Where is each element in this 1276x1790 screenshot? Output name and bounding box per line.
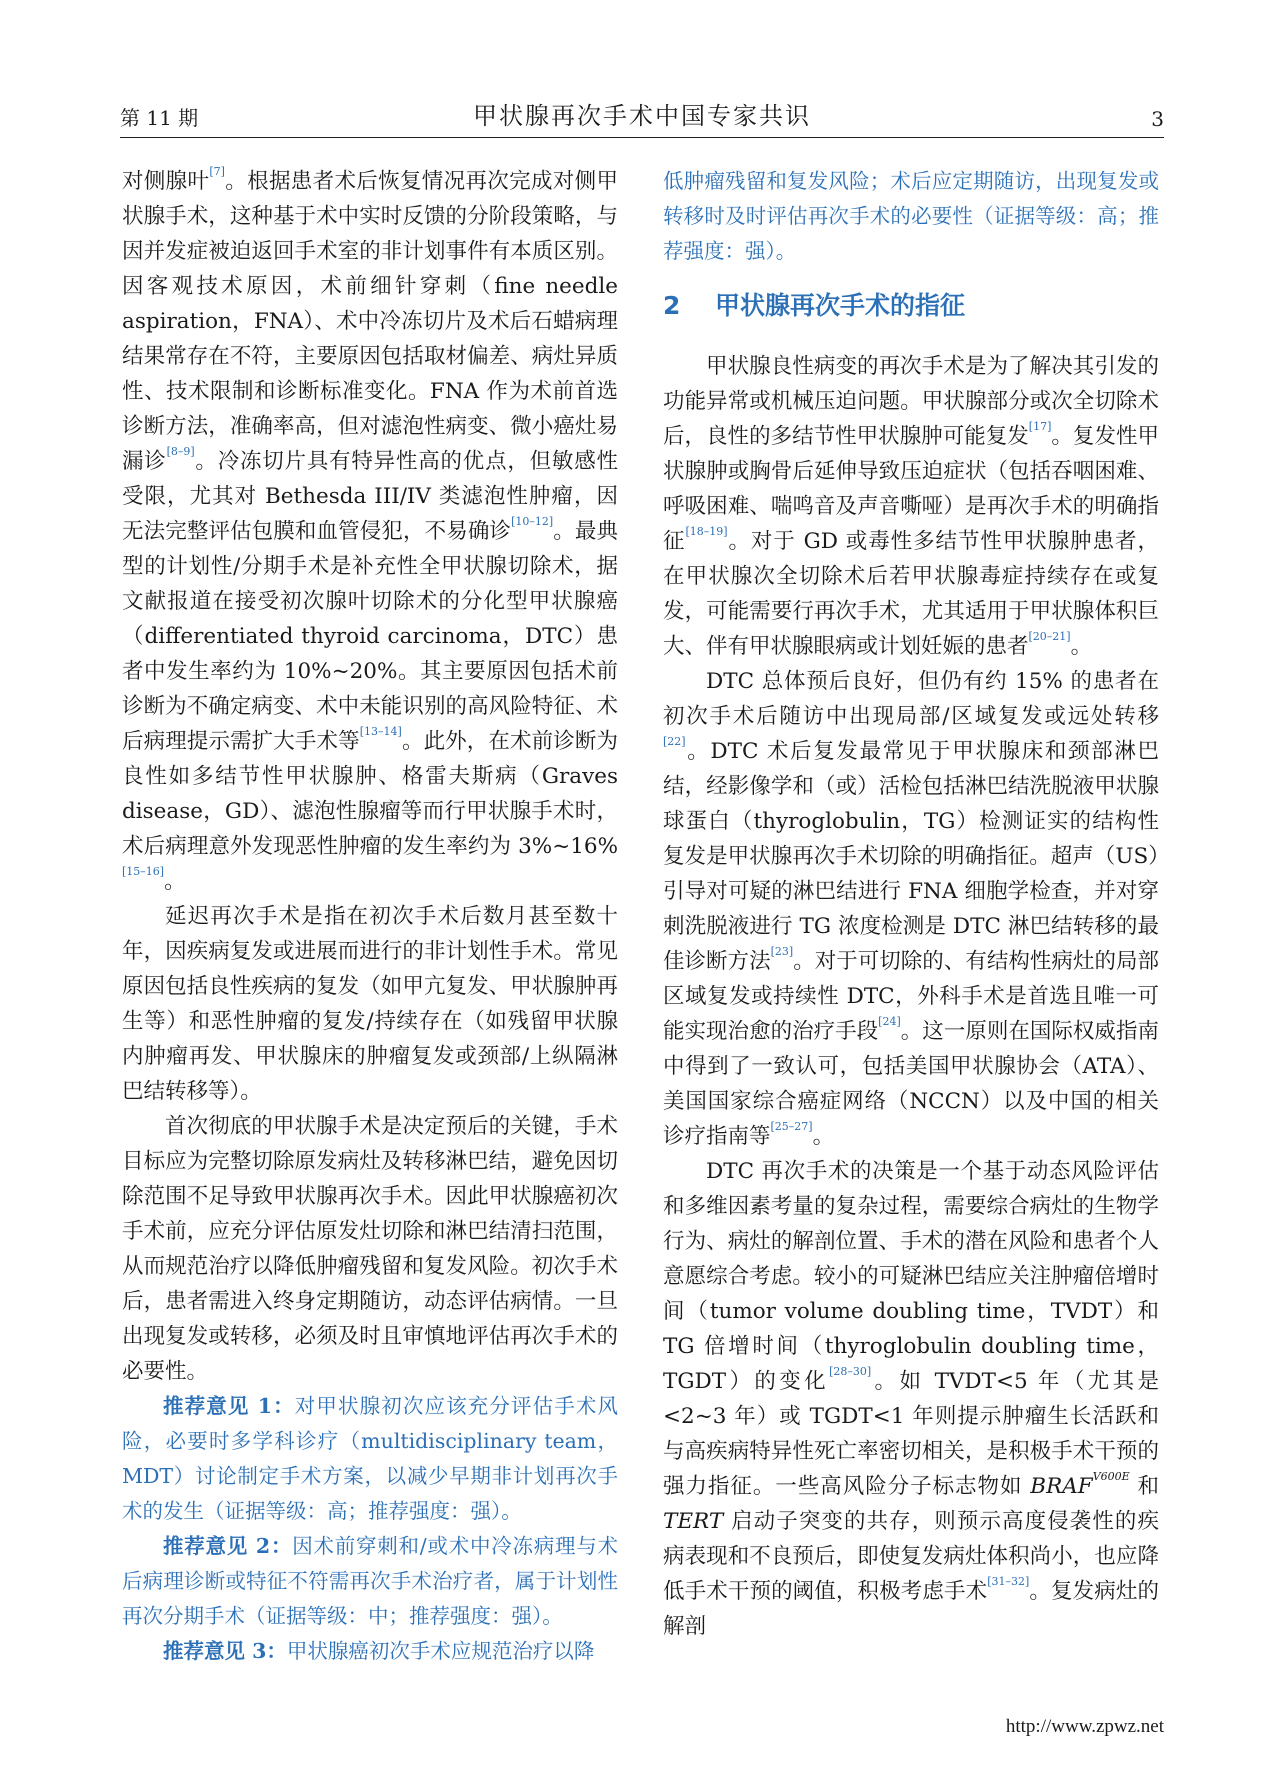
citation[interactable]: [7] xyxy=(209,165,225,178)
citation[interactable]: [23] xyxy=(770,945,794,958)
journal-running-title: 甲状腺再次手术中国专家共识 xyxy=(473,102,811,130)
recommendation-3-continued: 低肿瘤残留和复发风险；术后应定期随访，出现复发或转移时及时评估再次手术的必要性（证据等级：高；推荐强度：强）。 xyxy=(663,169,1159,263)
citation[interactable]: [24] xyxy=(878,1015,901,1028)
footer-url[interactable]: http://www.zpwz.net xyxy=(1005,1716,1164,1737)
paragraph-dtc-recurrence: DTC 总体预后良好，但仍有约 15% 的患者在初次手术后随访中出现局部/区域复发或远处转移[22]。DTC 术后复发最常见于甲状腺床和颈部淋巴结，经影像学和（或）活检包括淋巴结洗脱液甲状腺球蛋白（thyroglobulin，TG）检测证实的结构性复发是甲状腺再次手术切除的明确指征。超声（US）引导对可疑的淋巴结进行 FNA 细胞学检查，并对穿刺洗脱液进行 TG 浓度检测是 DTC 淋巴结转移的最佳诊断方法[23]。对于可切除的、有结构性病灶的局部区域复发或持续性 DTC，外科手术是首选且唯一可能实现治愈的治疗手段[24]。这一原则在国际权威指南中得到了一致认可，包括美国甲状腺协会（ATA）、美国国家综合癌症网络（NCCN）以及中国的相关诊疗指南等[25–27]。 xyxy=(663,669,1159,1149)
section-number: 2 xyxy=(663,291,681,320)
citation[interactable]: [18–19] xyxy=(685,525,728,538)
citation[interactable]: [31–32] xyxy=(987,1575,1030,1588)
gene-variant: V600E xyxy=(1092,1470,1130,1483)
paragraph-staged-surgery: 对侧腺叶[7]。根据患者术后恢复情况再次完成对侧甲状腺手术，这种基于术中实时反馈的分阶段策略，与因并发症被迫返回手术室的非计划事件有本质区别。因客观技术原因，术前细针穿刺（fine needle aspiration，FNA）、术中冷冻切片及术后石蜡病理结果常存在不符，主要原因包括取材偏差、病灶异质性、技术限制和诊断标准变化。FNA 作为术前首选诊断方法，准确率高，但对滤泡性病变、微小癌灶易漏诊[8–9]。冷冻切片具有特异性高的优点，但敏感性受限，尤其对 Bethesda III/IV 类滤泡性肿瘤，因无法完整评估包膜和血管侵犯，不易确诊[10–12]。最典型的计划性/分期手术是补充性全甲状腺切除术，据文献报道在接受初次腺叶切除术的分化型甲状腺癌（differentiated thyroid carcinoma，DTC）患者中发生率约为 10%~20%。其主要原因包括术前诊断为不确定病变、术中未能识别的高风险特征、术后病理提示需扩大手术等[13–14]。此外，在术前诊断为良性如多结节性甲状腺肿、格雷夫斯病（Graves disease，GD）、滤泡性腺瘤等而行甲状腺手术时，术后病理意外发现恶性肿瘤的发生率约为 3%~16%[15–16]。 xyxy=(122,165,618,894)
citation[interactable]: [28–30] xyxy=(829,1365,872,1378)
recommendation-3: 推荐意见 3：甲状腺癌初次手术应规范治疗以降 xyxy=(163,1639,595,1663)
recommendation-label: 推荐意见 2： xyxy=(163,1534,293,1558)
recommendation-1: 推荐意见 1：对甲状腺初次应该充分评估手术风险，必要时多学科诊疗（multidisciplinary team，MDT）讨论制定手术方案，以减少早期非计划再次手术的发生（证据等级：高；推荐强度：强）。 xyxy=(122,1394,618,1523)
paragraph-benign-indications: 甲状腺良性病变的再次手术是为了解决其引发的功能异常或机械压迫问题。甲状腺部分或次全切除术后，良性的多结节性甲状腺肿可能复发[17]。复发性甲状腺肿或胸骨后延伸导致压迫症状（包括吞咽困难、呼吸困难、喘鸣音及声音嘶哑）是再次手术的明确指征[18–19]。对于 GD 或毒性多结节性甲状腺肿患者，在甲状腺次全切除术后若甲状腺毒症持续存在或复发，可能需要行再次手术，尤其适用于甲状腺体积巨大、伴有甲状腺眼病或计划妊娠的患者[20–21]。 xyxy=(663,354,1159,659)
citation[interactable]: [15–16] xyxy=(122,865,165,878)
gene-name: TERT xyxy=(663,1509,724,1534)
citation[interactable]: [17] xyxy=(1028,420,1052,433)
right-column xyxy=(663,164,1159,1644)
paragraph-delayed-reoperation: 延迟再次手术是指在初次手术后数月甚至数十年，因疾病复发或进展而进行的非计划性手术。常见原因包括良性疾病的复发（如甲亢复发、甲状腺肿再生等）和恶性肿瘤的复发/持续存在（如残留甲状腺内肿瘤再发、甲状腺床的肿瘤复发或颈部/上纵隔淋巴结转移等）。 xyxy=(122,904,618,1104)
page-number: 3 xyxy=(1151,107,1164,131)
left-column xyxy=(122,164,618,1669)
paragraph-dtc-decision: DTC 再次手术的决策是一个基于动态风险评估和多维因素考量的复杂过程，需要综合病灶的生物学行为、病灶的解剖位置、手术的潜在风险和患者个人意愿综合考虑。较小的可疑淋巴结应关注肿瘤倍增时间（tumor volume doubling time，TVDT）和 TG 倍增时间（thyroglobulin doubling time，TGDT）的变化[28–30]。如 TVDT<5 年（尤其是<2~3 年）或 TGDT<1 年则提示肿瘤生长活跃和与高疾病特异性死亡率密切相关，是积极手术干预的强力指征。一些高风险分子标志物如 $BRAF^{V600E}$ 和 TERT 启动子突变的共存，则预示高度侵袭性的疾病表现和不良预后，即使复发病灶体积尚小，也应降低手术干预的阈值，积极考虑手术[31–32]。复发病灶的解剖 xyxy=(663,1159,1160,1639)
citation[interactable]: [13–14] xyxy=(359,725,402,738)
recommendation-2: 推荐意见 2：因术前穿刺和/或术中冷冻病理与术后病理诊断或特征不符需再次手术治疗者，属于计划性再次分期手术（证据等级：中；推荐强度：强）。 xyxy=(122,1534,619,1628)
citation[interactable]: [20–21] xyxy=(1028,630,1071,643)
recommendation-label: 推荐意见 1： xyxy=(163,1394,295,1418)
running-header xyxy=(120,104,1164,138)
paragraph-initial-surgery: 首次彻底的甲状腺手术是决定预后的关键，手术目标应为完整切除原发病灶及转移淋巴结，避免因切除范围不足导致甲状腺再次手术。因此甲状腺癌初次手术前，应充分评估原发灶切除和淋巴结清扫范围，从而规范治疗以降低肿瘤残留和复发风险。初次手术后，患者需进入终身定期随访，动态评估病情。一旦出现复发或转移，必须及时且审慎地评估再次手术的必要性。 xyxy=(122,1114,618,1384)
gene-name: BRAF xyxy=(1030,1474,1093,1499)
section-heading xyxy=(663,289,1159,323)
citation[interactable]: [22] xyxy=(663,735,686,748)
citation[interactable]: [10–12] xyxy=(511,515,554,528)
recommendation-label: 推荐意见 3： xyxy=(163,1639,287,1663)
citation[interactable]: [8–9] xyxy=(166,445,195,458)
section-title: 甲状腺再次手术的指征 xyxy=(715,291,966,320)
issue-label: 第 11 期 xyxy=(120,106,199,130)
citation[interactable]: [25–27] xyxy=(770,1120,813,1133)
